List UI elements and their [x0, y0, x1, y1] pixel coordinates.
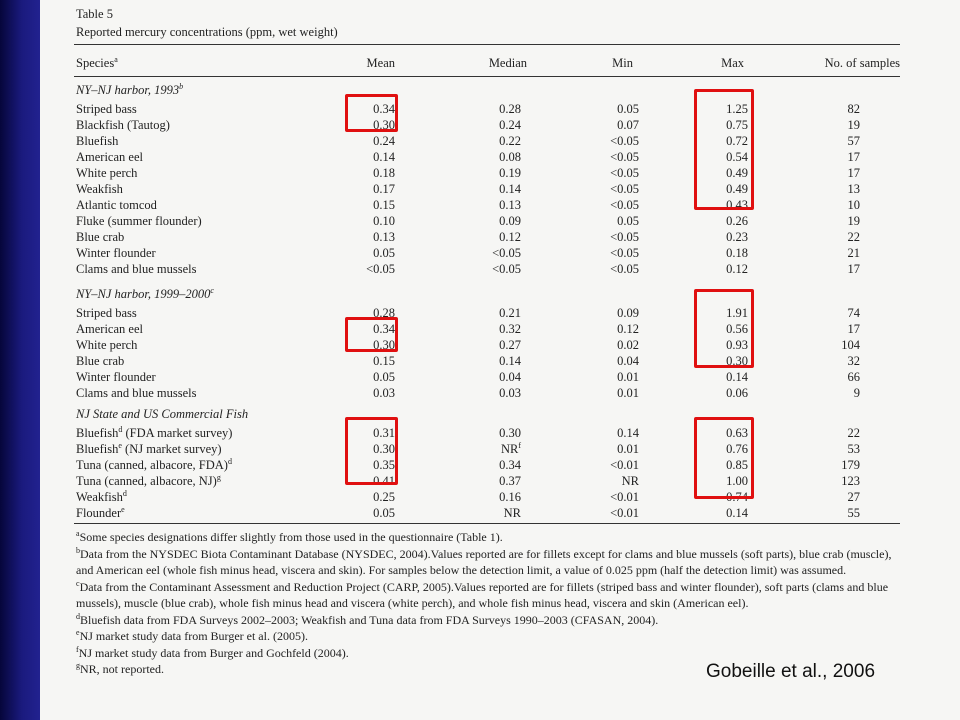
cell-median: 0.21 — [499, 306, 521, 320]
cell-species: Clams and blue mussels — [76, 386, 197, 400]
cell-mean: 0.34 — [373, 102, 395, 116]
cell-max: 0.63 — [726, 426, 748, 440]
table-row — [40, 337, 960, 353]
cell-species: Weakfish — [76, 182, 123, 196]
cell-max: 0.85 — [726, 458, 748, 472]
section-title: NY–NJ harbor, 1993$^b$ — [76, 81, 184, 97]
table-number: Table 5 — [76, 7, 113, 21]
cell-mean: 0.13 — [373, 230, 395, 244]
cell-min: 0.01 — [617, 386, 639, 400]
header-min: Min — [612, 56, 633, 70]
cell-species: Bluefish — [76, 134, 119, 148]
highlight-box-mean-1993 — [345, 94, 398, 132]
cell-species: Striped bass — [76, 102, 137, 116]
cell-species: Tuna (canned, albacore, NJ)$^g$ — [76, 472, 221, 488]
cell-min: NR — [621, 474, 639, 488]
cell-mean: 0.41 — [373, 474, 395, 488]
cell-mean: 0.25 — [373, 490, 395, 504]
section-title: NJ State and US Commercial Fish — [76, 407, 249, 421]
cell-samples: 19 — [847, 118, 860, 132]
cell-species: Weakfish$^d$ — [76, 488, 127, 504]
cell-species: American eel — [76, 150, 143, 164]
cell-samples: 9 — [853, 386, 860, 400]
cell-samples: 17 — [847, 150, 860, 164]
footnote: $^g$NR, not reported. — [76, 661, 164, 676]
slide-left-band — [0, 0, 40, 720]
cell-median: 0.12 — [499, 230, 521, 244]
cell-median: 0.03 — [499, 386, 521, 400]
table-row — [40, 385, 960, 401]
table-footnotes — [76, 529, 906, 678]
section-title: NY–NJ harbor, 1999–2000$^c$ — [76, 285, 214, 301]
table-bottom-rule — [74, 523, 900, 524]
cell-samples: 22 — [847, 426, 860, 440]
header-species: Species$^a$ — [76, 54, 118, 70]
cell-median: 0.08 — [499, 150, 521, 164]
table-row — [40, 505, 960, 521]
footnote: $^c$Data from the Contaminant Assessment and Reduction Project (CARP, 2005).Values reported are for fillets (striped bass and winter flounder), soft parts (clams and blue mussels), muscle (blue crab), whole fish minus head and viscera (white perch), and whole fish minus head, viscera and skin (American eel). — [76, 578, 889, 610]
cell-mean: 0.17 — [373, 182, 395, 196]
cell-min: 0.05 — [617, 102, 639, 116]
cell-mean: 0.03 — [373, 386, 395, 400]
cell-max: 0.49 — [726, 182, 748, 196]
cell-species: White perch — [76, 338, 138, 352]
cell-species: Striped bass — [76, 306, 137, 320]
cell-samples: 179 — [841, 458, 860, 472]
table-caption: Reported mercury concentrations (ppm, wet weight) — [76, 25, 338, 39]
cell-max: 0.18 — [726, 246, 748, 260]
cell-median: 0.14 — [499, 354, 521, 368]
cell-samples: 13 — [847, 182, 860, 196]
table-row — [40, 261, 960, 277]
table-row — [40, 133, 960, 149]
table-row — [40, 229, 960, 245]
cell-median: 0.19 — [499, 166, 521, 180]
table-row — [40, 369, 960, 385]
cell-min: <0.05 — [610, 230, 639, 244]
cell-min: 0.02 — [617, 338, 639, 352]
header-samples: No. of samples — [824, 56, 900, 70]
cell-min: <0.05 — [610, 246, 639, 260]
cell-median: 0.16 — [499, 490, 521, 504]
cell-samples: 104 — [841, 338, 860, 352]
table-row — [40, 245, 960, 261]
cell-species: Clams and blue mussels — [76, 262, 197, 276]
cell-mean: 0.30 — [373, 338, 395, 352]
header-max: Max — [721, 56, 744, 70]
cell-min: <0.01 — [610, 506, 639, 520]
cell-median: <0.05 — [492, 262, 521, 276]
cell-median: $NR^f$ — [500, 440, 521, 456]
highlight-box-max-1999 — [694, 289, 754, 368]
cell-max: 0.23 — [726, 230, 748, 244]
cell-mean: 0.05 — [373, 246, 395, 260]
cell-min: 0.01 — [617, 442, 639, 456]
cell-mean: 0.34 — [373, 322, 395, 336]
cell-max: 0.76 — [726, 442, 748, 456]
cell-samples: 27 — [847, 490, 860, 504]
table-row — [40, 457, 960, 473]
cell-mean: 0.30 — [373, 442, 395, 456]
table-row — [40, 197, 960, 213]
cell-mean: 0.28 — [373, 306, 395, 320]
cell-samples: 17 — [847, 262, 860, 276]
table-row — [40, 425, 960, 441]
cell-max: 0.06 — [726, 386, 748, 400]
cell-samples: 22 — [847, 230, 860, 244]
cell-max: 0.12 — [726, 262, 748, 276]
header-rule — [74, 76, 900, 77]
footnote: $^f$NJ market study data from Burger and Gochfeld (2004). — [76, 644, 349, 660]
cell-max: 0.75 — [726, 118, 748, 132]
cell-samples: 123 — [841, 474, 860, 488]
cell-min: 0.14 — [617, 426, 639, 440]
cell-species: Tuna (canned, albacore, FDA)$^d$ — [76, 456, 232, 472]
cell-median: 0.22 — [499, 134, 521, 148]
cell-min: <0.05 — [610, 262, 639, 276]
cell-median: 0.14 — [499, 182, 521, 196]
cell-mean: 0.10 — [373, 214, 395, 228]
cell-mean: 0.05 — [373, 370, 395, 384]
cell-samples: 55 — [847, 506, 860, 520]
cell-min: <0.05 — [610, 150, 639, 164]
footnote: $^a$Some species designations differ slightly from those used in the questionnaire (Table 1). — [76, 529, 503, 544]
footnote: $^d$Bluefish data from FDA Surveys 2002–2003; Weakfish and Tuna data from FDA Surveys 1990–2003 (CFASAN, 2004). — [76, 611, 659, 627]
cell-max: 0.56 — [726, 322, 748, 336]
highlight-box-max-commercial — [694, 417, 754, 499]
cell-median: <0.05 — [492, 246, 521, 260]
cell-min: 0.12 — [617, 322, 639, 336]
cell-max: 0.14 — [726, 506, 748, 520]
cell-species: Blue crab — [76, 230, 125, 244]
cell-max: 0.74 — [726, 490, 748, 504]
cell-max: 0.43 — [726, 198, 748, 212]
cell-samples: 53 — [847, 442, 860, 456]
cell-min: 0.09 — [617, 306, 639, 320]
table-row — [40, 165, 960, 181]
cell-min: <0.05 — [610, 198, 639, 212]
cell-samples: 32 — [847, 354, 860, 368]
cell-mean: 0.05 — [373, 506, 395, 520]
cell-median: 0.37 — [499, 474, 521, 488]
cell-min: 0.05 — [617, 214, 639, 228]
cell-mean: 0.14 — [373, 150, 395, 164]
cell-species: Blackfish (Tautog) — [76, 118, 170, 132]
cell-min: 0.04 — [617, 354, 639, 368]
table-row — [40, 473, 960, 489]
cell-max: 0.30 — [726, 354, 748, 368]
cell-min: 0.01 — [617, 370, 639, 384]
cell-min: <0.01 — [610, 458, 639, 472]
cell-max: 1.91 — [726, 306, 748, 320]
cell-mean: 0.35 — [373, 458, 395, 472]
cell-mean: 0.15 — [373, 354, 395, 368]
highlight-box-mean-commercial — [345, 417, 398, 485]
cell-median: NR — [503, 506, 521, 520]
footnote: $^e$NJ market study data from Burger et al. (2005). — [76, 628, 308, 643]
cell-mean: 0.15 — [373, 198, 395, 212]
cell-samples: 17 — [847, 166, 860, 180]
table-row — [40, 181, 960, 197]
header-mean: Mean — [366, 56, 395, 70]
table-top-rule — [74, 44, 900, 45]
cell-species: White perch — [76, 166, 138, 180]
cell-median: 0.04 — [499, 370, 521, 384]
cell-samples: 10 — [847, 198, 860, 212]
cell-max: 0.26 — [726, 214, 748, 228]
table-row — [40, 305, 960, 321]
table-row — [40, 353, 960, 369]
cell-species: Winter flounder — [76, 246, 156, 260]
header-median: Median — [488, 56, 527, 70]
table-row — [40, 321, 960, 337]
table-row — [40, 213, 960, 229]
cell-species: Flounder$^e$ — [76, 504, 125, 520]
cell-samples: 66 — [847, 370, 860, 384]
citation-label: Gobeille et al., 2006 — [706, 661, 876, 682]
cell-min: <0.05 — [610, 166, 639, 180]
cell-samples: 82 — [847, 102, 860, 116]
table-row — [40, 117, 960, 133]
cell-median: 0.24 — [499, 118, 521, 132]
cell-samples: 19 — [847, 214, 860, 228]
cell-mean: 0.31 — [373, 426, 395, 440]
cell-species: Blue crab — [76, 354, 125, 368]
cell-species: Bluefish$^e$ (NJ market survey) — [76, 440, 222, 456]
table-row — [40, 441, 960, 457]
cell-species: Bluefish$^d$ (FDA market survey) — [76, 424, 233, 440]
cell-samples: 57 — [847, 134, 860, 148]
cell-max: 0.54 — [726, 150, 748, 164]
cell-median: 0.28 — [499, 102, 521, 116]
cell-species: Winter flounder — [76, 370, 156, 384]
cell-mean: 0.24 — [373, 134, 395, 148]
cell-median: 0.30 — [499, 426, 521, 440]
cell-max: 0.93 — [726, 338, 748, 352]
cell-max: 1.25 — [726, 102, 748, 116]
table-row — [40, 149, 960, 165]
cell-mean: <0.05 — [366, 262, 395, 276]
cell-min: <0.05 — [610, 134, 639, 148]
table-row — [40, 101, 960, 117]
cell-min: <0.01 — [610, 490, 639, 504]
cell-mean: 0.30 — [373, 118, 395, 132]
scanned-table-page — [40, 0, 960, 720]
cell-min: <0.05 — [610, 182, 639, 196]
highlight-box-mean-1999 — [345, 317, 398, 352]
cell-mean: 0.18 — [373, 166, 395, 180]
cell-median: 0.09 — [499, 214, 521, 228]
cell-max: 0.49 — [726, 166, 748, 180]
cell-samples: 21 — [847, 246, 860, 260]
cell-max: 0.14 — [726, 370, 748, 384]
highlight-box-max-1993 — [694, 89, 754, 210]
cell-species: Atlantic tomcod — [76, 198, 157, 212]
cell-median: 0.34 — [499, 458, 521, 472]
cell-median: 0.13 — [499, 198, 521, 212]
cell-samples: 17 — [847, 322, 860, 336]
cell-max: 0.72 — [726, 134, 748, 148]
footnote: $^b$Data from the NYSDEC Biota Contaminant Database (NYSDEC, 2004).Values reported are for fillets except for clams and blue mussels (soft parts), blue crab (muscle), and American eel (whole fish minus head, viscera and skin). For samples below the detection limit, a value of 0.025 ppm (half the detection limit) was assumed. — [76, 545, 892, 577]
cell-median: 0.27 — [499, 338, 521, 352]
table-row — [40, 489, 960, 505]
cell-species: American eel — [76, 322, 143, 336]
cell-max: 1.00 — [726, 474, 748, 488]
cell-median: 0.32 — [499, 322, 521, 336]
cell-samples: 74 — [847, 306, 860, 320]
cell-min: 0.07 — [617, 118, 639, 132]
cell-species: Fluke (summer flounder) — [76, 214, 202, 228]
